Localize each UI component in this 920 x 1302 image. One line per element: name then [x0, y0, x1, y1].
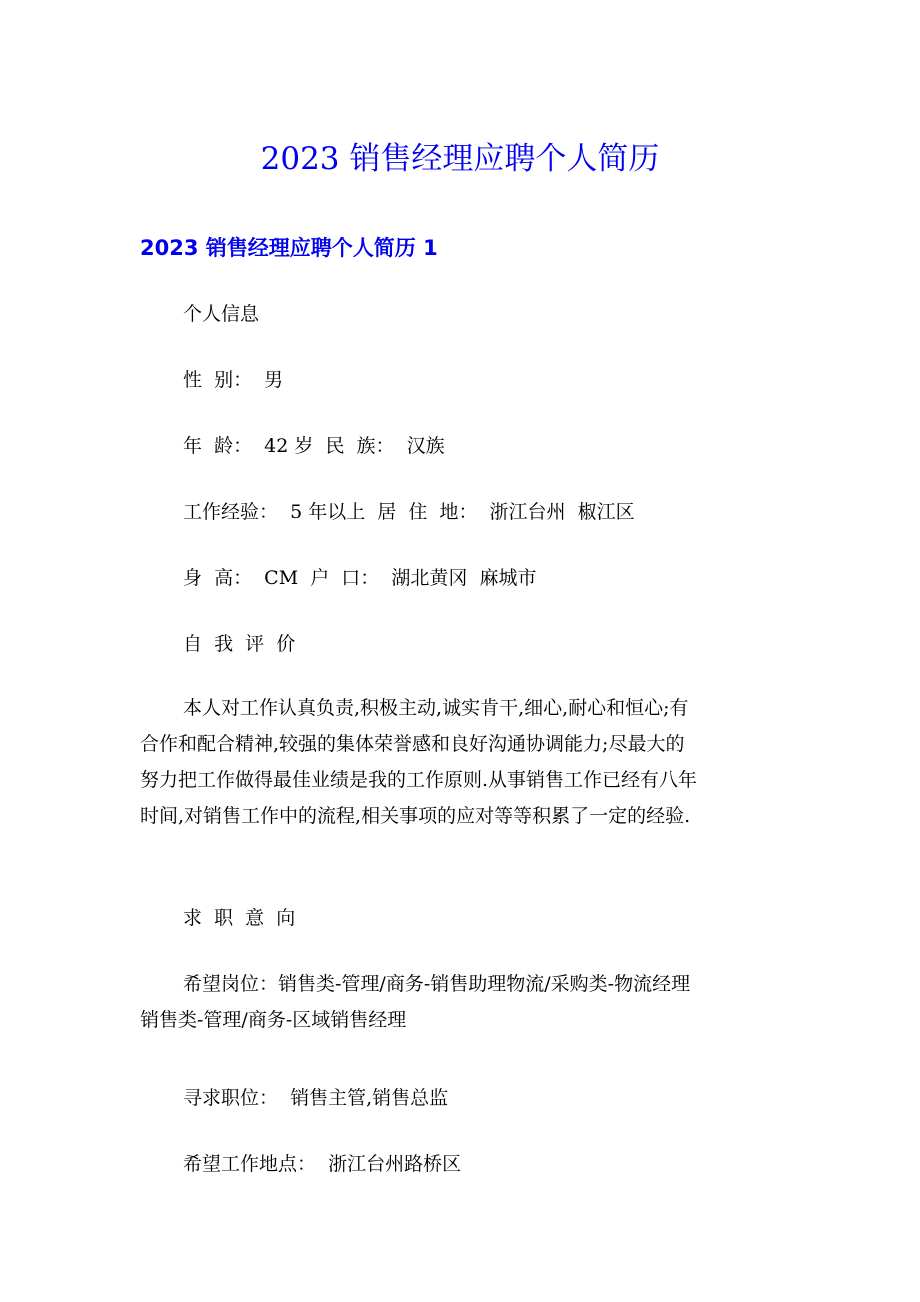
desired-location-line: 希望工作地点： 浙江台州路桥区 — [183, 1153, 462, 1175]
gender-line: 性 别： 男 — [183, 369, 284, 391]
paragraph-line: 时间,对销售工作中的流程,相关事项的应对等等积累了一定的经验. — [140, 805, 691, 827]
paragraph-line: 销售类-管理/商务-区域销售经理 — [140, 1009, 407, 1031]
seeking-position-line: 寻求职位： 销售主管,销售总监 — [183, 1087, 449, 1109]
paragraph-line: 合作和配合精神,较强的集体荣誉感和良好沟通协调能力;尽最大的 — [140, 733, 685, 755]
desired-positions-paragraph — [140, 966, 780, 1038]
paragraph-line: 努力把工作做得最佳业绩是我的工作原则.从事销售工作已经有八年 — [140, 769, 698, 791]
document-title: 2023 销售经理应聘个人简历 — [260, 141, 660, 177]
experience-residence-line: 工作经验： 5 年以上 居 住 地： 浙江台州 椒江区 — [183, 501, 635, 523]
paragraph-line: 希望岗位：销售类-管理/商务-销售助理物流/采购类-物流经理 — [183, 973, 691, 995]
age-ethnicity-line: 年 龄： 42 岁 民 族： 汉族 — [183, 435, 445, 457]
self-evaluation-paragraph — [140, 690, 780, 834]
job-intention-heading: 求 职 意 向 — [183, 907, 296, 929]
paragraph-line: 本人对工作认真负责,积极主动,诚实肯干,细心,耐心和恒心;有 — [183, 697, 689, 719]
section-heading: 2023 销售经理应聘个人简历 1 — [140, 236, 438, 260]
self-evaluation-heading: 自 我 评 价 — [183, 633, 296, 655]
height-hukou-line: 身 高： CM 户 口： 湖北黄冈 麻城市 — [183, 567, 537, 589]
personal-info-heading: 个人信息 — [183, 303, 260, 325]
